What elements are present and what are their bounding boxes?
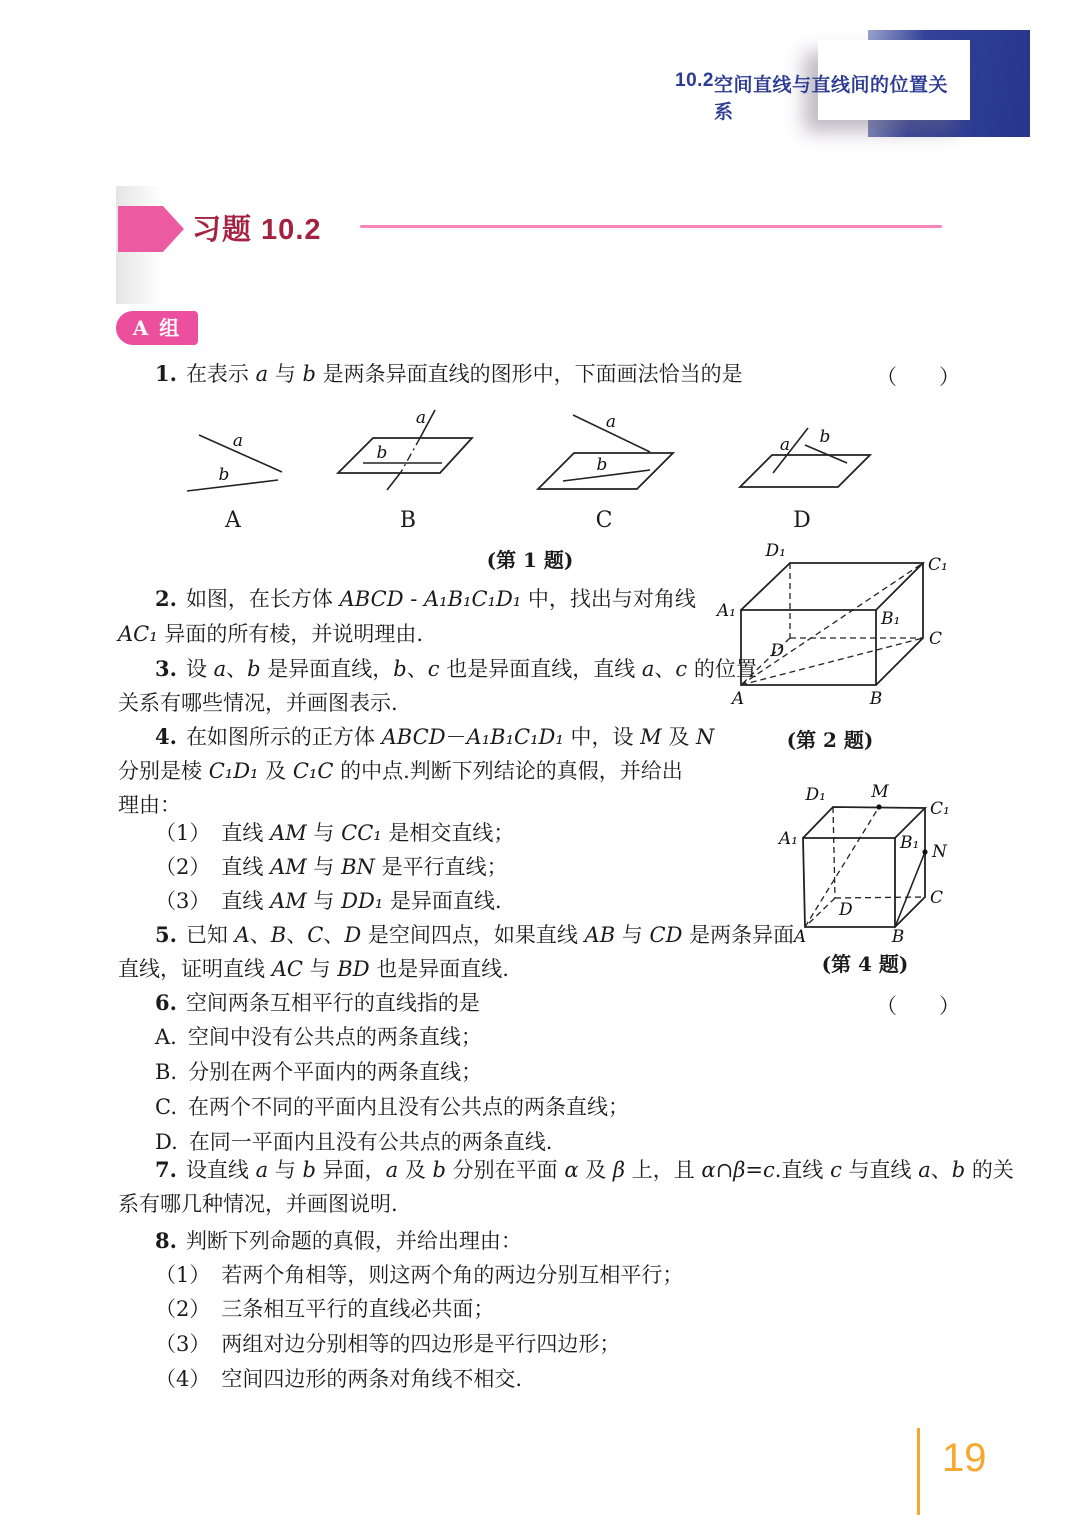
fig4-vertex-B: B (891, 927, 905, 947)
arrow-marker-icon (118, 206, 184, 252)
problem-8-item-1: （1） 若两个角相等，则这两个角的两边分别互相平行； (155, 1263, 684, 1287)
fig1A-line-a-label: a (232, 431, 244, 451)
problem-8-item-4: （4） 空间四边形的两条对角线不相交. (155, 1367, 523, 1391)
fig4-point-N: N (932, 842, 947, 862)
fig1C-line-b-label: b (596, 455, 608, 475)
fig4-vertex-B1: B₁ (900, 833, 920, 853)
fig1-caption: (第 1 题) (486, 548, 574, 572)
fig4-point-M: M (871, 782, 889, 802)
problem-2-line-2: AC₁ 异面的所有棱，并说明理由. (118, 622, 424, 646)
problem-6-option-D: D. 在同一平面内且没有公共点的两条直线. (155, 1130, 553, 1154)
fig1B-line-a-label: a (415, 408, 426, 428)
fig1D-line-a-label: a (779, 435, 790, 455)
fig4-vertex-D1: D₁ (805, 785, 826, 805)
fig2-cuboid-diagram (718, 538, 963, 710)
problem-8-line-1: 8. 判断下列命题的真假，并给出理由： (155, 1228, 522, 1253)
problem-6-option-A: A. 空间中没有公共点的两条直线； (155, 1025, 482, 1049)
fig1C-line-a-label: a (605, 412, 617, 432)
fig1B-line-b-label: b (376, 443, 388, 463)
fig1-diagram-A (160, 418, 295, 510)
problem-7-line-2: 系有哪几种情况，并画图说明. (118, 1192, 398, 1216)
problem-7-line-1: 7. 设直线 a 与 b 异面，a 及 b 分别在平面 α 及 β 上，且 α∩β=c.直线 c 与直线 a、b 的关 (155, 1157, 1014, 1182)
fig2-vertex-D1: D₁ (765, 541, 786, 561)
fig2-vertex-B: B (869, 689, 883, 709)
problem-4-item-1: （1） 直线 AM 与 CC₁ 是相交直线； (155, 821, 515, 845)
problem-3-line-1: 3. 设 a、b 是异面直线，b、c 也是异面直线，直线 a、c 的位置 (155, 656, 757, 681)
fig1-diagram-D (728, 408, 888, 520)
exercise-title: 习题 10.2 (192, 214, 322, 246)
fig4-vertex-C: C (930, 888, 944, 908)
answer-brackets-p6: （ ） (876, 994, 960, 1018)
problem-2-line-1: 2. 如图，在长方体 ABCD - A₁B₁C₁D₁ 中，找出与对角线 (155, 586, 696, 611)
fig4-point-M-dot (876, 804, 881, 809)
group-a-badge: A 组 (116, 311, 198, 345)
problem-4-item-3: （3） 直线 AM 与 DD₁ 是异面直线. (155, 889, 502, 913)
problem-4-line-1: 4. 在如图所示的正方体 ABCD－A₁B₁C₁D₁ 中，设 M 及 N (155, 724, 715, 749)
problem-6-option-C: C. 在两个不同的平面内且没有公共点的两条直线； (155, 1095, 629, 1119)
fig1-option-letter-A: A (225, 508, 241, 533)
fig1-option-letter-D: D (793, 508, 811, 533)
fig4-vertex-C1: C₁ (930, 799, 950, 819)
problem-1-line-1: 1. 在表示 a 与 b 是两条异面直线的图形中，下面画法恰当的是 (155, 361, 743, 386)
problem-4-item-2: （2） 直线 AM 与 BN 是平行直线； (155, 855, 508, 879)
fig4-vertex-A: A (793, 927, 807, 947)
problem-6-line-1: 6. 空间两条互相平行的直线指的是 (155, 990, 480, 1015)
problem-3-line-2: 关系有哪些情况，并画图表示. (118, 691, 398, 715)
fig2-vertex-D: D (770, 641, 784, 661)
problem-4-line-2: 分别是棱 C₁D₁ 及 C₁C 的中点.判断下列结论的真假，并给出 (118, 759, 683, 783)
fig1A-line-b-label: b (218, 465, 230, 485)
fig1-diagram-B (325, 405, 480, 500)
problem-8-item-3: （3） 两组对边分别相等的四边形是平行四边形； (155, 1332, 621, 1356)
fig4-point-N-dot (922, 849, 927, 854)
fig4-vertex-A1: A₁ (778, 829, 798, 849)
fig2-vertex-A1: A₁ (716, 601, 736, 621)
fig4-solid-edges (803, 807, 925, 927)
fig2-caption: (第 2 题) (786, 728, 874, 752)
fig2-vertex-C1: C₁ (928, 555, 948, 575)
running-header (675, 70, 965, 124)
page-number-rule (917, 1428, 920, 1515)
problem-8-item-2: （2） 三条相互平行的直线必共面； (155, 1297, 495, 1321)
fig1-option-letter-C: C (595, 508, 613, 533)
problem-5-line-1: 5. 已知 A、B、C、D 是空间四点，如果直线 AB 与 CD 是两条异面 (155, 922, 795, 947)
fig1-diagram-C (525, 408, 685, 520)
fig2-vertex-A: A (731, 689, 745, 709)
problem-4-line-3: 理由： (118, 793, 181, 817)
answer-brackets-p1: （ ） (876, 365, 960, 389)
section-number: 10.2 (675, 70, 714, 91)
title-rule (360, 225, 942, 228)
fig4-caption: (第 4 题) (821, 952, 909, 976)
fig2-vertex-B1: B₁ (881, 609, 901, 629)
fig4-cube-diagram (776, 784, 966, 959)
section-title: 空间直线与直线间的位置关系 (713, 75, 948, 123)
fig2-vertex-C: C (929, 629, 943, 649)
fig1D-line-b-label: b (819, 427, 831, 447)
page-number: 19 (942, 1436, 987, 1480)
problem-6-option-B: B. 分别在两个平面内的两条直线； (155, 1060, 483, 1084)
fig4-vertex-D: D (839, 900, 853, 920)
fig1-option-letter-B: B (399, 508, 417, 533)
problem-5-line-2: 直线，证明直线 AC 与 BD 也是异面直线. (118, 957, 509, 981)
